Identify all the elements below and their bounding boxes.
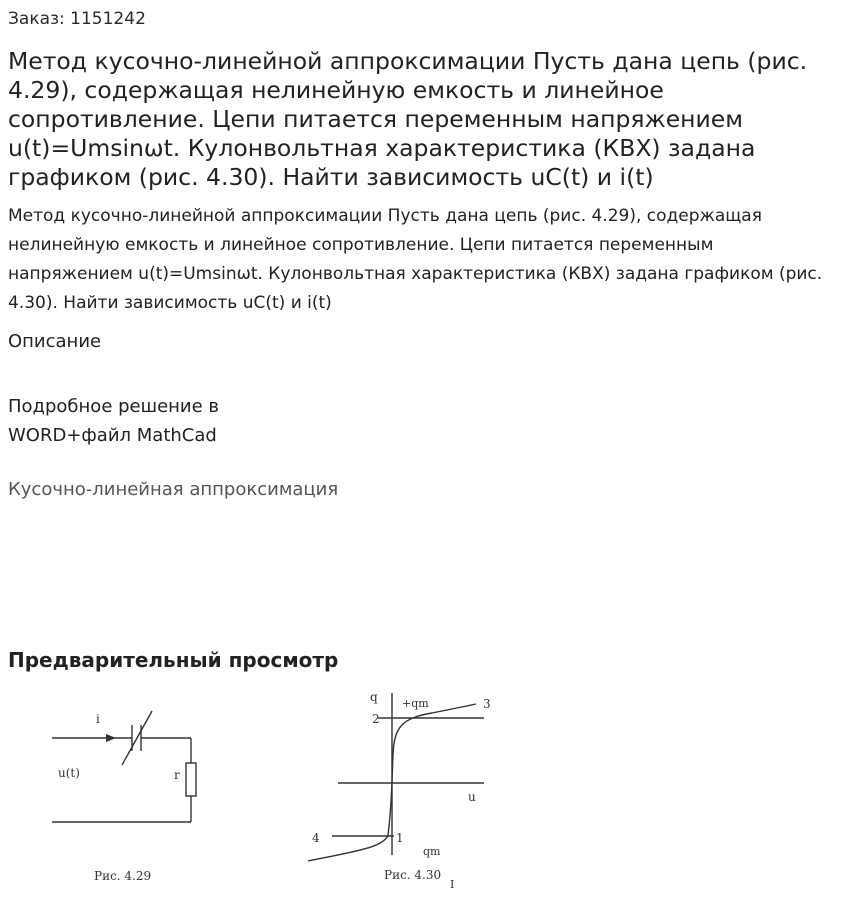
resistor-label: r	[174, 768, 180, 782]
point-3-label: 3	[483, 697, 491, 711]
figure-430-caption: Рис. 4.30	[384, 868, 442, 882]
preview-heading: Предварительный просмотр	[8, 648, 339, 672]
category-tag[interactable]: Кусочно-линейная аппроксимация	[8, 479, 339, 500]
kvx-graph-figure	[302, 685, 502, 895]
product-description: Метод кусочно-линейной аппроксимации Пусть дана цепь (рис. 4.29), содержащая нелинейную емкость и линейное сопротивление. Цепи питается переменным напряжением u(t)=Umsinωt. Кулонвольтная характеристика (КВХ) задана графиком (рис. 4.30). Найти зависимость uC(t) и i(t)	[8, 206, 823, 313]
circuit-figure	[50, 685, 220, 890]
current-label: i	[96, 712, 100, 726]
solution-text: Подробное решение в WORD+файл MathCad	[8, 396, 220, 446]
u-axis-label: u	[468, 790, 476, 804]
plus-qm-label: +qm	[402, 697, 429, 710]
source-voltage-label: u(t)	[58, 766, 80, 780]
point-2-label: 2	[372, 712, 380, 726]
q-axis-label: q	[370, 690, 378, 704]
minus-qm-label: qm	[423, 845, 441, 858]
extra-mark: I	[450, 878, 455, 891]
figure-429-caption: Рис. 4.29	[94, 869, 152, 883]
point-4-label: 4	[312, 831, 320, 845]
order-number: Заказ: 1151242	[8, 9, 146, 29]
page-title: Метод кусочно-линейной аппроксимации Пусть дана цепь (рис. 4.29), содержащая нелинейную емкость и линейное сопротивление. Цепи питается переменным напряжением u(t)=Umsinωt. Кулонвольтная характеристика (КВХ) задана графиком (рис. 4.30). Найти зависимость uC(t) и i(t)	[8, 47, 808, 191]
point-1-label: 1	[396, 831, 404, 845]
description-section-label: Описание	[8, 331, 102, 352]
